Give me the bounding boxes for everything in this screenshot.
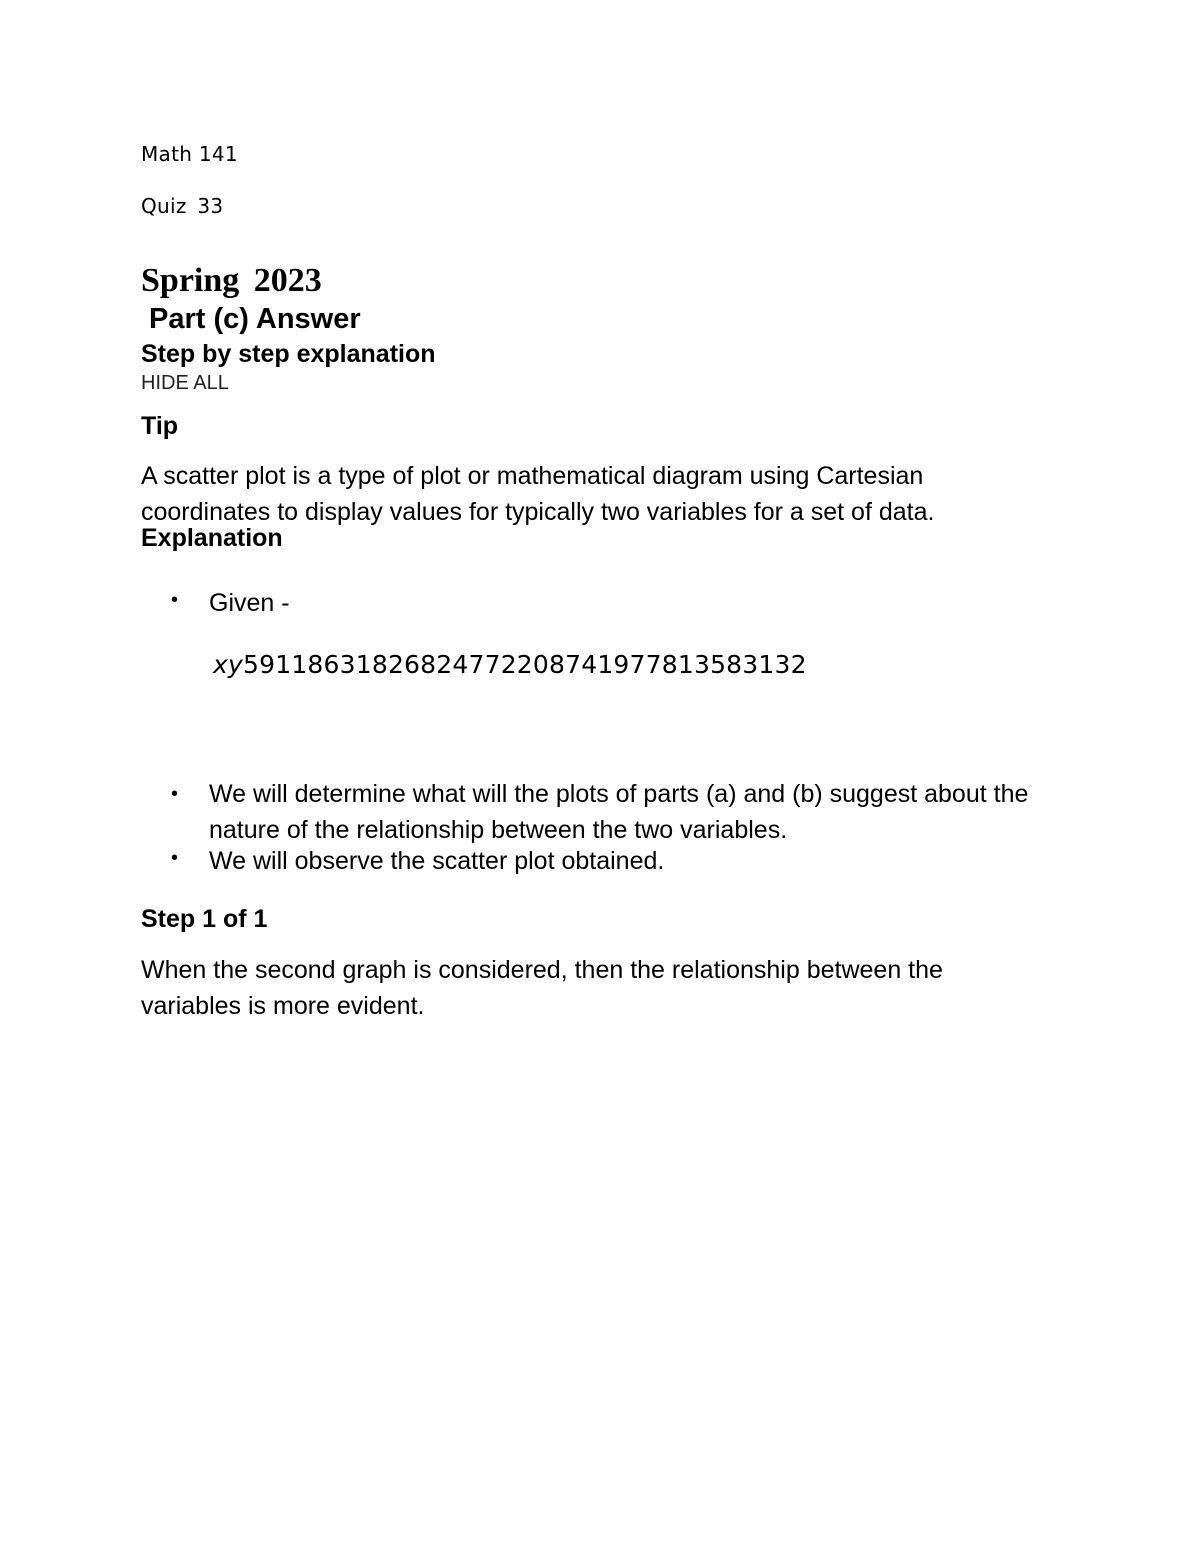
bullet-text: We will determine what will the plots of parts (a) and (b) suggest about the nature of the relationship between the two variables. xyxy=(209,780,1029,844)
step-by-step-heading: Step by step explanation xyxy=(141,340,436,368)
bullet-icon: • xyxy=(171,783,179,805)
part-heading: Part (c) Answer xyxy=(149,303,361,335)
quiz-label: Quiz 33 xyxy=(141,194,224,218)
tip-heading: Tip xyxy=(141,412,179,440)
step-text: When the second graph is considered, then the relationship between the variables is more evident. xyxy=(141,956,943,1020)
term-title: Spring 2023 xyxy=(141,262,322,299)
explanation-heading: Explanation xyxy=(141,524,283,552)
bullet-icon: • xyxy=(171,847,179,869)
bullet-icon: • xyxy=(171,589,179,611)
given-data-row xyxy=(213,650,807,679)
given-label: Given - xyxy=(209,589,290,617)
bullet-text: We will observe the scatter plot obtained. xyxy=(209,847,665,875)
step-heading: Step 1 of 1 xyxy=(141,905,268,933)
course-label: Math 141 xyxy=(141,142,238,166)
tip-text: A scatter plot is a type of plot or mathematical diagram using Cartesian coordinates to display values for typically two variables for a set of data. xyxy=(141,462,935,526)
hide-all-link[interactable]: HIDE ALL xyxy=(141,372,229,394)
given-values: 5911863182682477220874197781358313​2 xyxy=(243,650,807,679)
given-variables: xy xyxy=(213,650,243,679)
